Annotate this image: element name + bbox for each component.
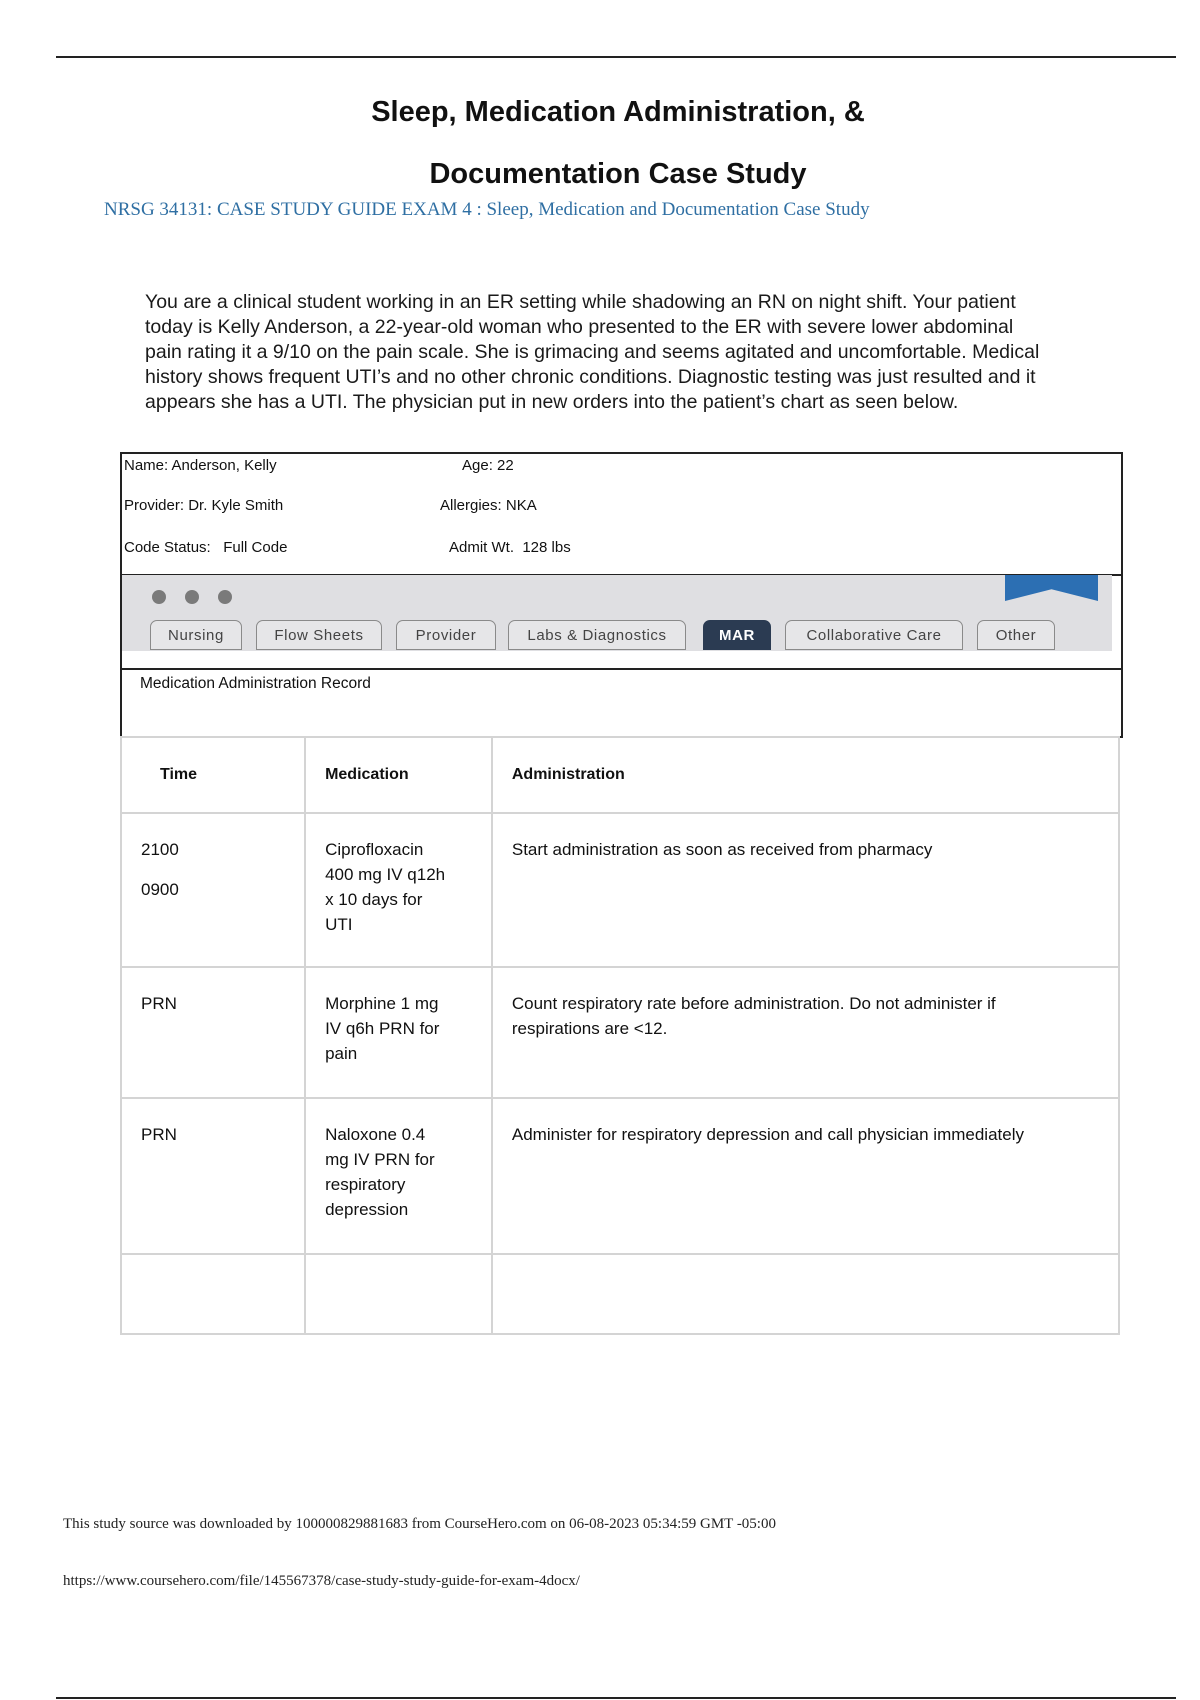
mar-table bbox=[120, 736, 1120, 1335]
table-row bbox=[121, 813, 1119, 967]
table-row bbox=[121, 1098, 1119, 1254]
tab-labs-diagnostics[interactable]: Labs & Diagnostics bbox=[508, 620, 686, 650]
tab-mar[interactable]: MAR bbox=[703, 620, 771, 650]
bottom-rule bbox=[56, 1697, 1176, 1699]
case-intro-paragraph bbox=[145, 290, 1085, 415]
intro-line: appears she has a UTI. The physician put in new orders into the patient’s chart as seen below. bbox=[145, 391, 959, 413]
cell-time bbox=[121, 967, 305, 1098]
administration-line: Start administration as soon as received from pharmacy bbox=[511, 840, 933, 859]
cell-time bbox=[121, 813, 305, 967]
download-source-note: This study source was downloaded by 100000829881683 from CourseHero.com on 06-08-2023 05:34:59 GMT -05:00 bbox=[63, 1516, 776, 1532]
intro-line: pain rating it a 9/10 on the pain scale. She is grimacing and seems agitated and uncomfortable. Medical bbox=[145, 341, 1040, 363]
tab-other[interactable]: Other bbox=[977, 620, 1055, 650]
administration-line: respirations are <12. bbox=[511, 1019, 668, 1038]
tab-collaborative-care[interactable]: Collaborative Care bbox=[785, 620, 963, 650]
medication-line: 400 mg IV q12h bbox=[325, 865, 446, 884]
medication-line: pain bbox=[325, 1044, 358, 1063]
cell-time bbox=[121, 1254, 305, 1334]
table-row bbox=[121, 967, 1119, 1098]
tab-nursing[interactable]: Nursing bbox=[150, 620, 242, 650]
col-header-administration: Administration bbox=[492, 737, 1119, 813]
patient-banner bbox=[120, 452, 1123, 576]
intro-line: You are a clinical student working in an ER setting while shadowing an RN on night shift. Your patient bbox=[145, 291, 1016, 313]
title-line-2: Documentation Case Study bbox=[429, 158, 807, 190]
cell-medication bbox=[305, 1098, 492, 1254]
col-header-medication: Medication bbox=[305, 737, 492, 813]
administration-line: Administer for respiratory depression and call physician immediately bbox=[511, 1125, 1024, 1144]
cell-time bbox=[121, 1098, 305, 1254]
medication-line: Naloxone 0.4 bbox=[325, 1125, 426, 1144]
time-value: PRN bbox=[141, 1125, 177, 1144]
cell-administration bbox=[492, 967, 1119, 1098]
tab-flow-sheets[interactable]: Flow Sheets bbox=[256, 620, 382, 650]
cell-medication bbox=[305, 967, 492, 1098]
medication-line: respiratory bbox=[325, 1175, 406, 1194]
cell-administration bbox=[492, 1098, 1119, 1254]
intro-line: history shows frequent UTI’s and no other chronic conditions. Diagnostic testing was just resulted and it bbox=[145, 366, 1036, 388]
patient-age: Age: 22 bbox=[462, 457, 514, 474]
cell-administration bbox=[492, 813, 1119, 967]
patient-code-status: Code Status: Full Code bbox=[124, 539, 288, 556]
cell-administration bbox=[492, 1254, 1119, 1334]
medication-line: x 10 days for bbox=[325, 890, 423, 909]
medication-line: depression bbox=[325, 1200, 409, 1219]
title-line-1: Sleep, Medication Administration, & bbox=[371, 96, 865, 128]
mar-header-row bbox=[121, 737, 1119, 813]
cell-medication bbox=[305, 1254, 492, 1334]
time-value: PRN bbox=[141, 994, 177, 1013]
medication-line: Morphine 1 mg bbox=[325, 994, 439, 1013]
time-value: 2100 bbox=[141, 840, 179, 859]
source-url[interactable]: https://www.coursehero.com/file/145567378/case-study-study-guide-for-exam-4docx/ bbox=[63, 1573, 580, 1589]
window-dot-icon bbox=[218, 590, 232, 604]
window-dot-icon bbox=[152, 590, 166, 604]
mar-title: Medication Administration Record bbox=[140, 675, 371, 692]
patient-provider: Provider: Dr. Kyle Smith bbox=[124, 497, 284, 514]
medication-line: UTI bbox=[325, 915, 353, 934]
cell-medication bbox=[305, 813, 492, 967]
medication-line: Ciprofloxacin bbox=[325, 840, 424, 859]
empty-table-row bbox=[121, 1254, 1119, 1334]
col-header-time: Time bbox=[121, 737, 305, 813]
intro-line: today is Kelly Anderson, a 22-year-old woman who presented to the ER with severe lower abdominal bbox=[145, 316, 1014, 338]
patient-allergies: Allergies: NKA bbox=[440, 497, 537, 514]
medication-line: IV q6h PRN for bbox=[325, 1019, 440, 1038]
patient-admit-weight: Admit Wt. 128 lbs bbox=[449, 539, 571, 556]
tab-provider[interactable]: Provider bbox=[396, 620, 496, 650]
course-subtitle: NRSG 34131: CASE STUDY GUIDE EXAM 4 : Sleep, Medication and Documentation Case Study bbox=[104, 199, 870, 220]
patient-name: Name: Anderson, Kelly bbox=[124, 457, 277, 474]
time-value: 0900 bbox=[141, 880, 179, 899]
top-rule bbox=[56, 56, 1176, 58]
window-dot-icon bbox=[185, 590, 199, 604]
administration-line: Count respiratory rate before administration. Do not administer if bbox=[511, 994, 996, 1013]
medication-line: mg IV PRN for bbox=[325, 1150, 435, 1169]
